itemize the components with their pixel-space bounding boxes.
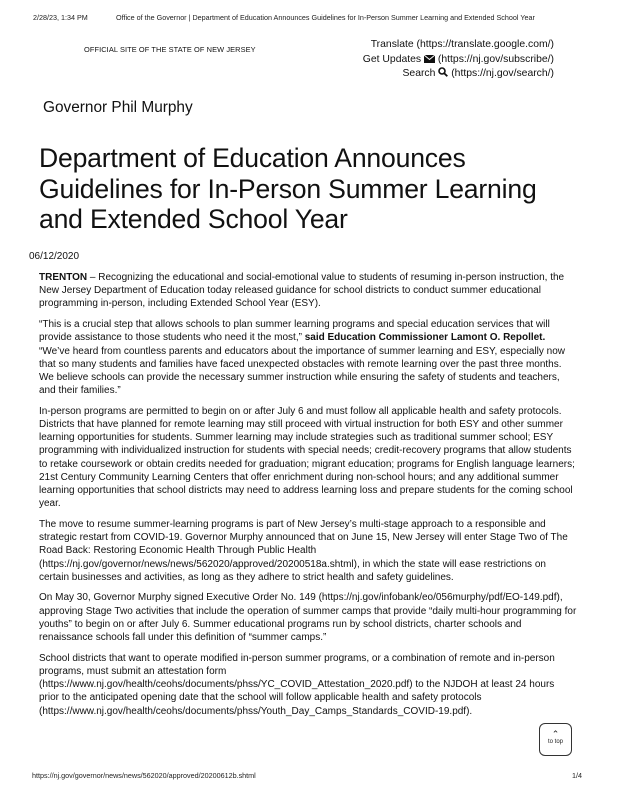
envelope-icon: [424, 55, 435, 63]
dateline: TRENTON: [39, 272, 88, 283]
official-site-banner: OFFICIAL SITE OF THE STATE OF NEW JERSEY: [84, 45, 256, 54]
translate-link[interactable]: Translate (https://translate.google.com/): [370, 39, 554, 50]
article-body: [39, 271, 577, 725]
search-label: Search: [402, 68, 436, 79]
page-number: 1/4: [572, 771, 582, 780]
paragraph-2-text-b: “We’ve heard from countless parents and educators about the importance of summer learning and ESY, especially now that so many students and families have faced unexpected obstacles with remote learning over the past three months. We believe schools can provide the necessary summer instruction while ensuring the safety of students and teachers, and their families.”: [39, 345, 566, 397]
paragraph-3: In-person programs are permitted to begin on or after July 6 and must follow all applicable health and safety protocols. Districts that have planned for remote learning may still proceed with virtual instruction for both ESY and other summer learning opportunities for students. Summer learning may include strategies such as traditional summer school; ESY programming with individualized instruction for students with special needs; credit-recovery programs that allow students to retake coursework or obtain credits needed for graduation; migrant education; programs for English language learners; 21st Century Community Learning Centers that offer enrichment during non-school hours; and any additional summer learning opportunities that school districts may need to address learning loss and prepare students for the coming school year.: [39, 405, 575, 510]
get-updates-url: (https://nj.gov/subscribe/): [437, 53, 554, 65]
governor-name[interactable]: Governor Phil Murphy: [43, 99, 193, 116]
footer-url: https://nj.gov/governor/news/news/562020/approved/20200612b.shtml: [32, 771, 256, 780]
get-updates-label: Get Updates: [362, 53, 422, 65]
utility-links: [363, 38, 554, 82]
get-updates-link[interactable]: [363, 53, 554, 68]
search-url: (https://nj.gov/search/): [451, 68, 554, 79]
speaker-attribution: said Education Commissioner Lamont O. Repollet.: [304, 332, 546, 344]
search-link[interactable]: [363, 67, 554, 82]
paragraph-1: [39, 271, 577, 311]
chevron-up-icon: ⌃: [551, 729, 560, 739]
search-icon: [438, 67, 448, 77]
paragraph-6: School districts that want to operate modified in-person summer programs, or a combination of remote and in-person programs, must submit an attestation form (https://www.nj.gov/health/ceohs/documents/phss/YC_COVID_Attestation_2020.pdf) to the NJDOH at least 24 hours prior to the anticipated opening date that the school will follow applicable health and safety protocols (https://www.nj.gov/health/ceohs/documents/phss/Youth_Day_Camps_Standards_COVID-19.pdf).: [39, 652, 555, 717]
print-title: Office of the Governor | Department of Education Announces Guidelines for In-Person Summer Learning and Extended School Year: [116, 13, 535, 22]
print-header: [0, 0, 618, 22]
paragraph-4: The move to resume summer-learning programs is part of New Jersey’s multi-stage approach to a responsible and strategic restart from COVID-19. Governor Murphy announced that on June 15, New Jersey will enter Stage Two of The Road Back: Restoring Economic Health Through Public Health (https://nj.gov/governor/news/news/562020/approved/20200518a.shtml), in which the state will ease restrictions on certain businesses and activities, as long as they adhere to strict health and safety guidelines.: [39, 518, 568, 583]
back-to-top-button[interactable]: [539, 723, 572, 756]
print-date: 2/28/23, 1:34 PM: [33, 13, 88, 22]
back-to-top-label: to top: [547, 739, 563, 745]
paragraph-1-text: – Recognizing the educational and social-emotional value to students of resuming in-person instruction, the New Jersey Department of Education today released guidance for school districts to conduct summer educational programming in-person, including Extended School Year (ESY).: [39, 272, 565, 310]
article-date: 06/12/2020: [29, 251, 80, 262]
paragraph-5: On May 30, Governor Murphy signed Executive Order No. 149 (https://nj.gov/infobank/eo/056murphy/pdf/EO-149.pdf), approving Stage Two activities that include the operation of summer camps that provide “daily multi-hour programming for youths” to begin on or after July 6. Summer educational programs run by school districts, charter schools and renaissance schools fall under this definition of “summer camps.”: [39, 592, 577, 644]
article-title: Department of Education Announces Guidelines for In-Person Summer Learning and Extended School Year: [39, 143, 537, 234]
paragraph-2: [39, 318, 577, 397]
paragraph-2-text-a: “This is a crucial step that allows schools to plan summer learning programs and special education services that will provide assistance to those students who need it the most,”: [39, 319, 550, 344]
